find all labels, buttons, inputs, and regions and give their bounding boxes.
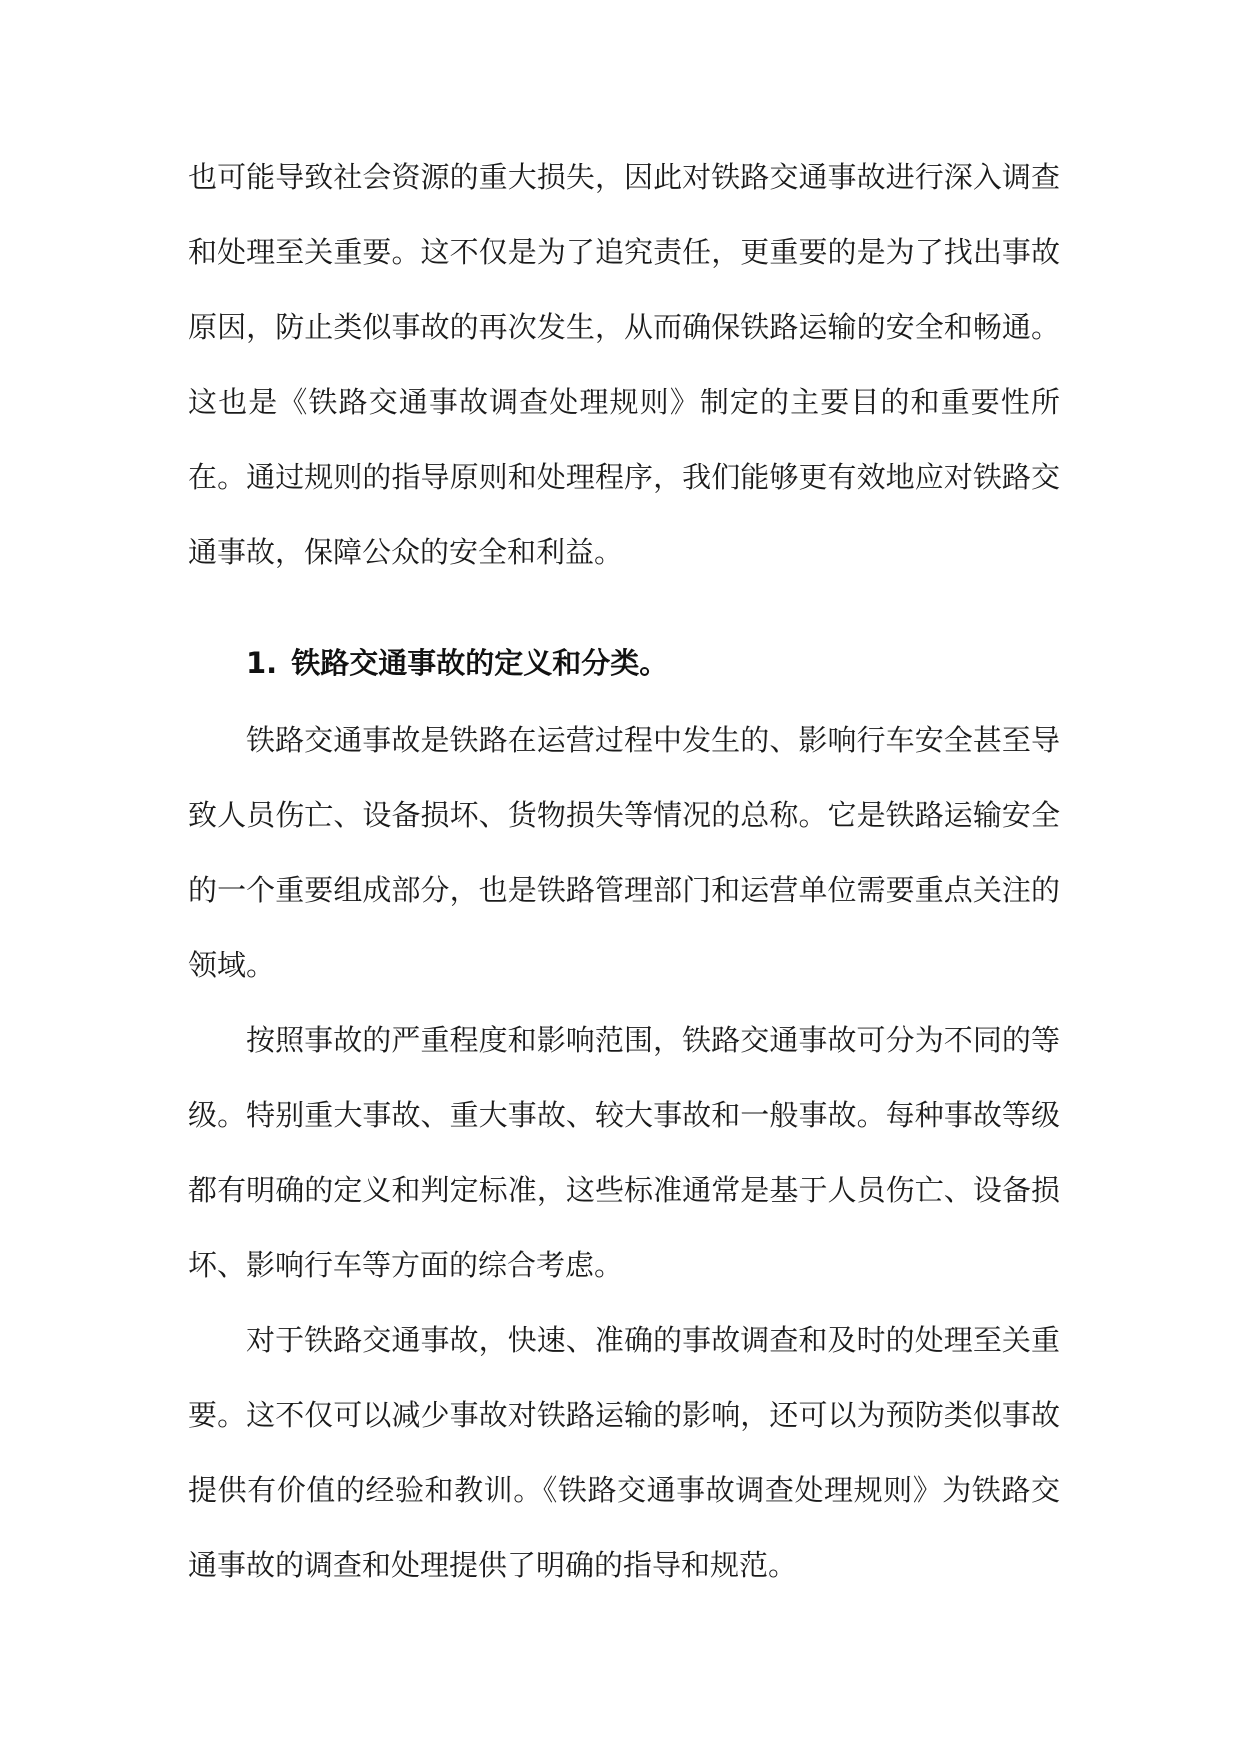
definition-paragraph: 铁路交通事故是铁路在运营过程中发生的、影响行车安全甚至导致人员伤亡、设备损坏、货物损失等情况的总称。它是铁路运输安全的一个重要组成部分，也是铁路管理部门和运营单位需要重点关注的领域。 bbox=[188, 723, 1060, 982]
investigation-paragraph: 对于铁路交通事故，快速、准确的事故调查和及时的处理至关重要。这不仅可以减少事故对铁路运输的影响，还可以为预防类似事故提供有价值的经验和教训。《铁路交通事故调查处理规则》为铁路交通事故的调查和处理提供了明确的指导和规范。 bbox=[188, 1323, 1060, 1582]
section-title: 铁路交通事故的定义和分类。 bbox=[291, 646, 669, 680]
classification-paragraph: 按照事故的严重程度和影响范围，铁路交通事故可分为不同的等级。特别重大事故、重大事故、较大事故和一般事故。每种事故等级都有明确的定义和判定标准，这些标准通常是基于人员伤亡、设备损坏、影响行车等方面的综合考虑。 bbox=[188, 1023, 1060, 1282]
section-heading bbox=[188, 626, 1060, 701]
intro-paragraph: 也可能导致社会资源的重大损失，因此对铁路交通事故进行深入调查和处理至关重要。这不仅是为了追究责任，更重要的是为了找出事故原因，防止类似事故的再次发生，从而确保铁路运输的安全和畅通。这也是《铁路交通事故调查处理规则》制定的主要目的和重要性所在。通过规则的指导原则和处理程序，我们能够更有效地应对铁路交通事故，保障公众的安全和利益。 bbox=[188, 160, 1060, 569]
section-number: 1. bbox=[246, 646, 278, 680]
document-body bbox=[188, 140, 1060, 1603]
